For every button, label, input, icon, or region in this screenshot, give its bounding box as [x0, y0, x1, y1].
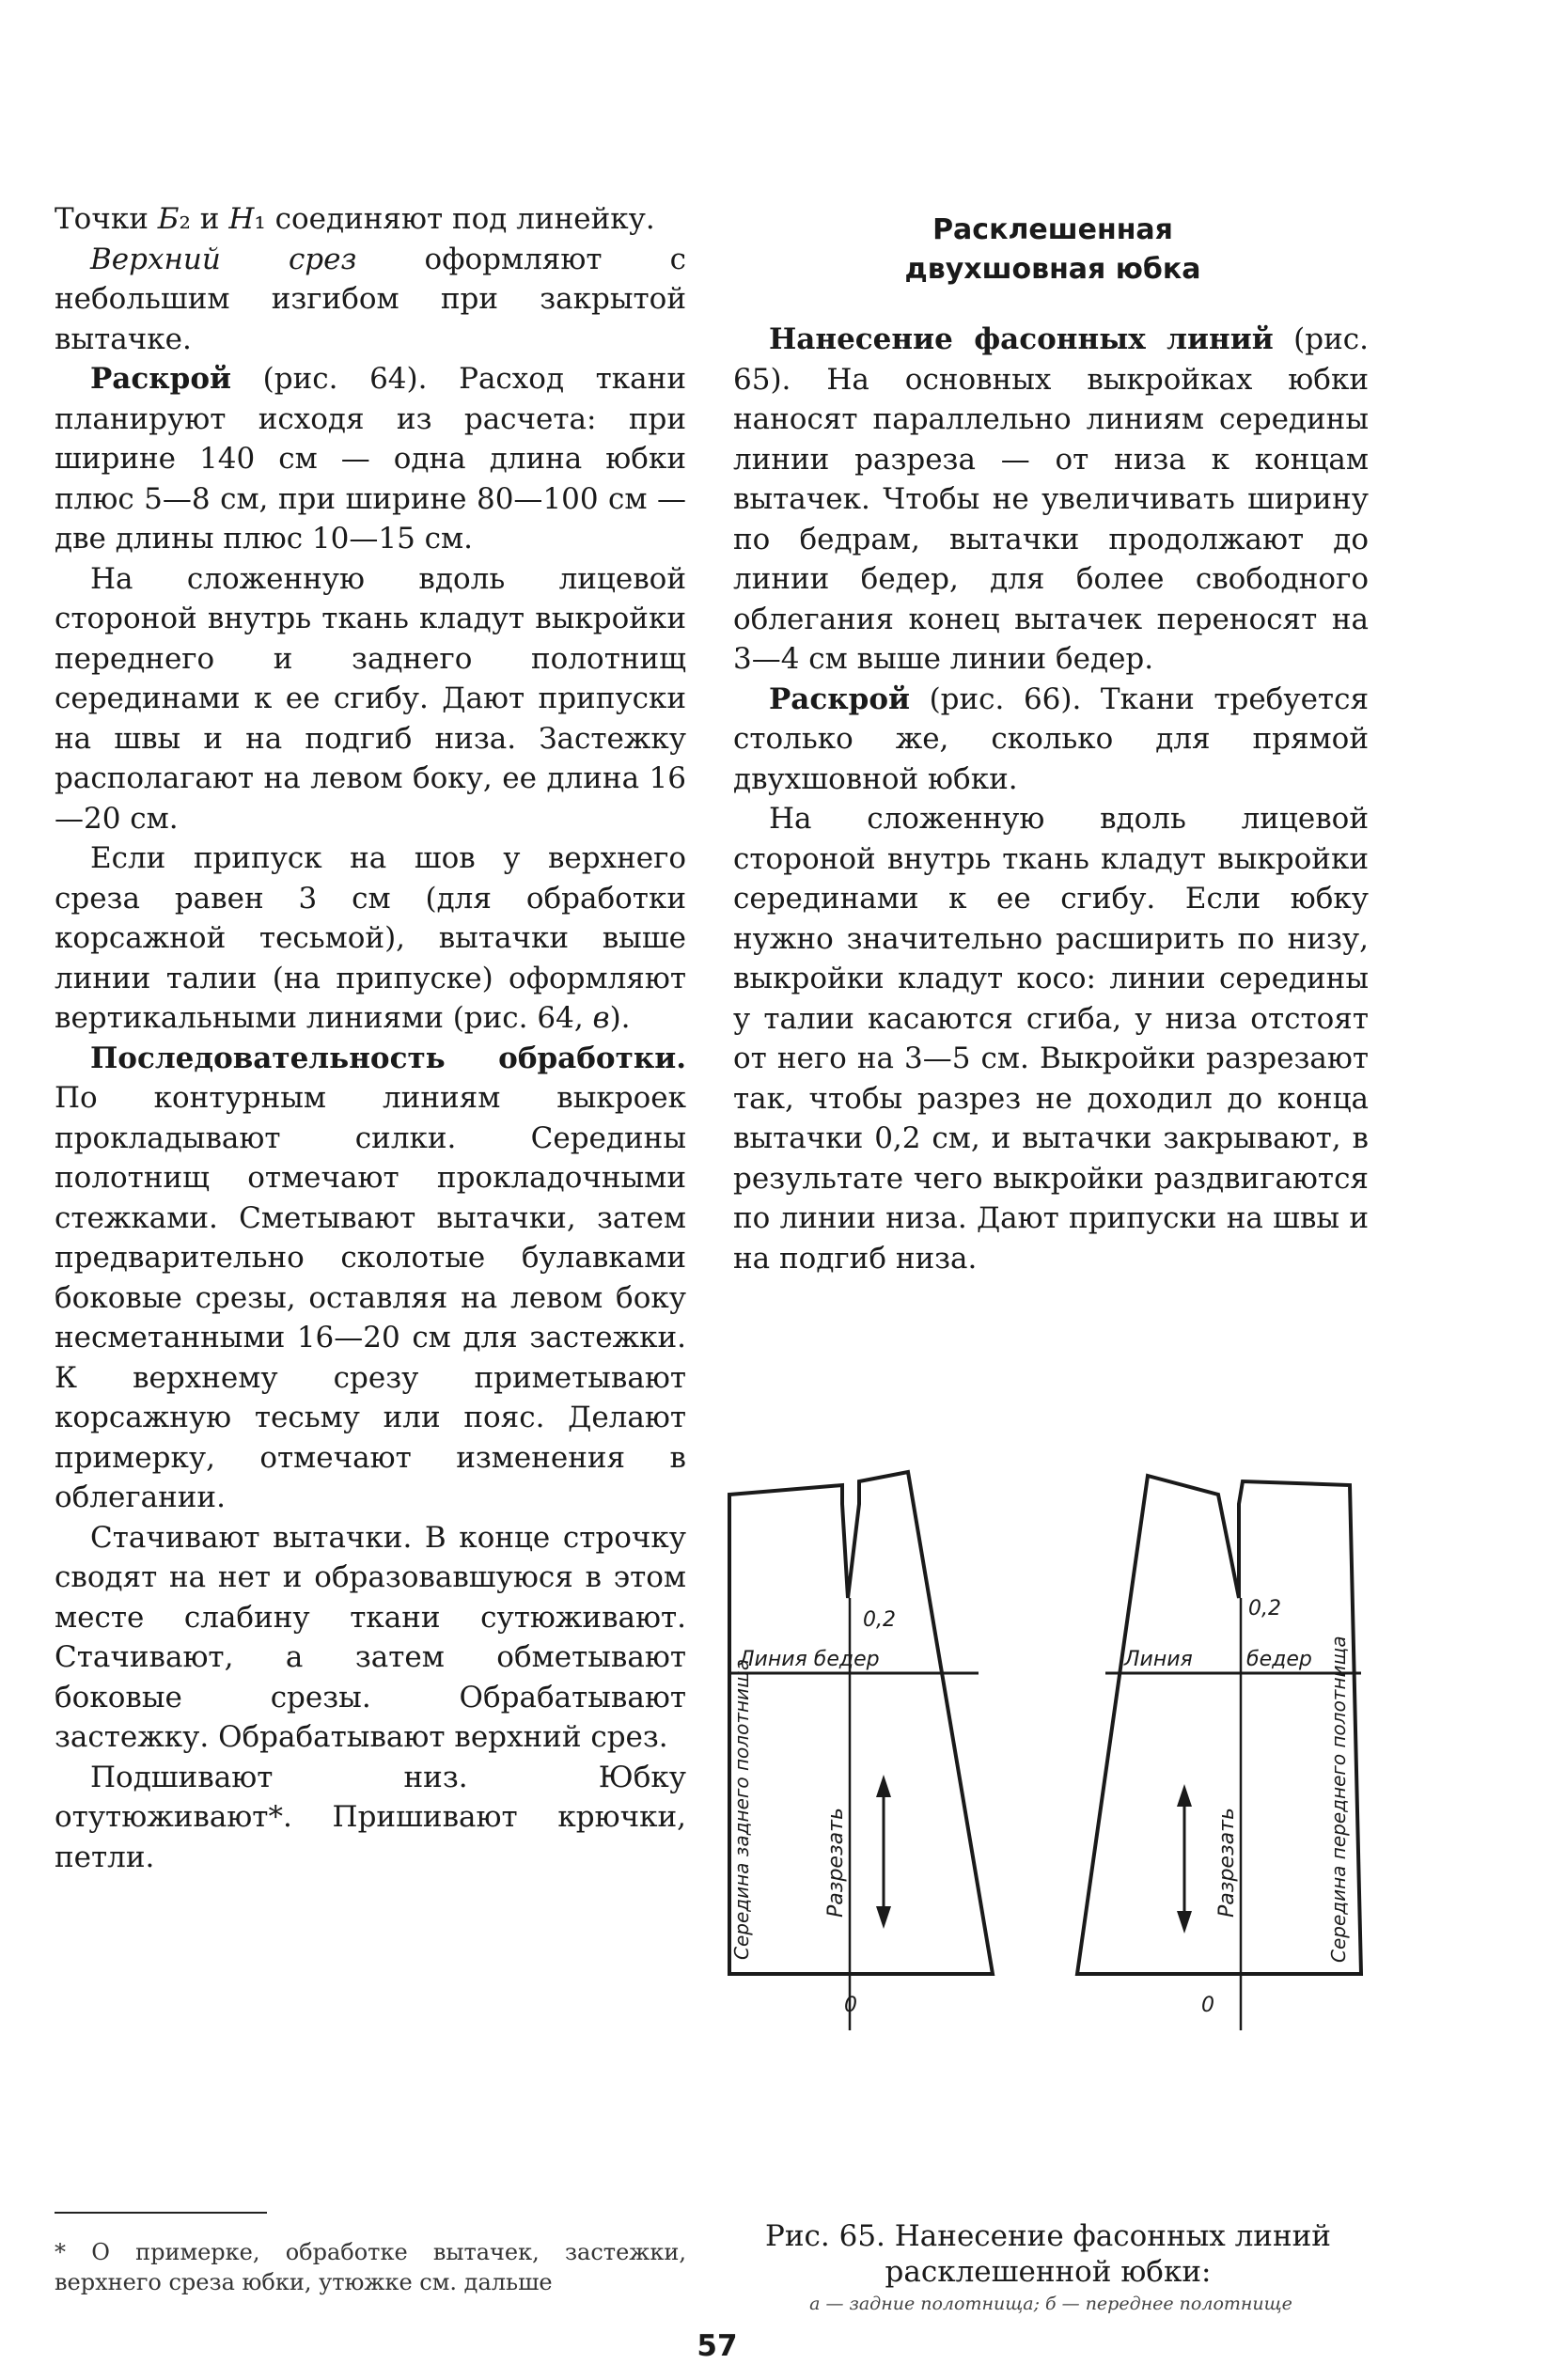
italic-run: Б	[157, 202, 180, 236]
bold-run-heading: Раскрой	[90, 362, 232, 396]
figure-caption-line-2: расклешенной юбки:	[885, 2255, 1212, 2289]
paragraph	[55, 559, 686, 839]
paragraph	[733, 320, 1369, 680]
paragraph	[55, 199, 686, 240]
section-heading	[799, 211, 1307, 290]
back-center-label: Середина заднего полотнища	[730, 1658, 753, 1960]
back-grain-arrow-head-down	[876, 1906, 891, 1929]
left-text-column	[55, 199, 686, 1877]
figure-caption	[724, 2218, 1372, 2290]
front-hip-line-label-a: Линия	[1124, 1648, 1193, 1671]
italic-run: в	[592, 1001, 610, 1035]
section-heading-line-2: двухшовная юбка	[904, 253, 1201, 286]
paragraph	[55, 1039, 686, 1518]
front-grain-arrow-head-up	[1177, 1784, 1192, 1807]
text-run: Точки	[55, 202, 158, 236]
front-hip-line-label-b: бедер	[1246, 1648, 1312, 1671]
paragraph	[55, 240, 686, 360]
text-run: ₁ соединяют под линейку.	[254, 202, 655, 236]
text-run: (рис. 64). Расход ткани планируют исходя из расчета: при ширине 140 см — одна длина юбки плюс 5—8 см, при ширине 80—100 см — две длины плюс 10—15 см.	[55, 362, 686, 556]
paragraph	[55, 1758, 686, 1878]
figure-legend: а — задние полотнища; б — переднее полотнище	[809, 2294, 1292, 2314]
back-hip-line-label: Линия бедер	[739, 1648, 880, 1671]
skirt-pattern-figure	[711, 1448, 1387, 2181]
bold-run-heading: Раскрой	[769, 681, 911, 716]
text-run: Стачивают вытачки. В конце строчку сводят на нет и образовавшуюся в этом месте слабину ткани сутюживают. Стачивают, а затем обметывают боковые срезы. Обрабатывают застежку. Обрабатывают верхний срез.	[55, 1520, 686, 1754]
text-run: На сложенную вдоль лицевой стороной внутрь ткань кладут выкройки переднего и заднего полотнищ серединами к ее сгибу. Дают припуски на швы и на подгиб низа. Застежку располагают на левом боку, ее длина 16—20 см.	[55, 561, 686, 836]
italic-run: Верхний срез	[90, 242, 357, 276]
front-grain-arrow-head-down	[1177, 1911, 1192, 1934]
front-cut-label: Разрезать	[1215, 1808, 1239, 1918]
text-run: (рис. 66). Ткани требуется столько же, сколько для прямой двухшовной юбки.	[733, 681, 1369, 796]
text-run: По контурным линиям выкроек прокладывают силки. Середины полотнищ отмечают прокладочными стежками. Сметывают вытачки, затем предварительно сколотые булавками боковые срезы, оставляя на левом боку несметанными 16—20 см для застежки. К верхнему срезу приметывают корсажную тесьму или пояс. Делают примерку, отмечают изменения в облегании.	[55, 1081, 686, 1514]
back-dimension-label: 0,2	[863, 1608, 896, 1632]
bold-run-heading: Последовательность обработки.	[90, 1041, 686, 1075]
text-run: Подшивают низ. Юбку отутюживают*. Пришивают крючки, петли.	[55, 1760, 686, 1874]
text-run: (рис. 65). На основных выкройках юбки наносят параллельно линиям середины линии разреза — от низа к концам вытачек. Чтобы не увеличивать ширину по бедрам, вытачки продолжают до линии бедер, для более свободного облегания конец вытачек переносят на 3—4 см выше линии бедер.	[733, 322, 1370, 676]
paragraph	[733, 799, 1369, 1278]
bold-run-heading: Нанесение фасонных линий	[769, 322, 1274, 356]
paragraph	[55, 1518, 686, 1758]
back-cut-label: Разрезать	[824, 1808, 848, 1918]
front-bottom-label: 0	[1201, 1994, 1214, 2017]
front-center-label: Середина переднего полотнища	[1327, 1636, 1350, 1963]
figure-caption-line-1: Рис. 65. Нанесение фасонных линий	[765, 2219, 1331, 2253]
paragraph	[55, 359, 686, 559]
back-grain-arrow-head-up	[876, 1775, 891, 1797]
section-heading-line-1: Расклешенная	[932, 213, 1173, 246]
italic-run: Н	[228, 202, 255, 236]
text-run: На сложенную вдоль лицевой стороной внутрь ткань кладут выкройки серединами к ее сгибу. Если юбку нужно значительно расширить по низу, выкройки кладут косо: линии середины у талии касаются сгиба, у низа отстоят от него на 3—5 см. Выкройки разрезают так, чтобы разрез не доходил до конца вытачки 0,2 см, и вытачки закрывают, в результате чего выкройки раздвигаются по линии низа. Дают припуски на швы и на подгиб низа.	[733, 802, 1369, 1276]
right-text-column	[733, 320, 1369, 1278]
text-run: Если припуск на шов у верхнего среза равен 3 см (для обработки корсажной тесьмой), вытачки выше линии талии (на припуске) оформляют вертикальными линиями (рис. 64,	[55, 841, 686, 1035]
text-run: ₂ и	[179, 202, 229, 236]
page-number: 57	[697, 2329, 738, 2363]
footnote-divider	[55, 2212, 267, 2214]
text-run: оформляют с небольшим изгибом при закрытой вытачке.	[55, 242, 686, 356]
footnote: * О примерке, обработке вытачек, застежки, верхнего среза юбки, утюжке см. дальше	[55, 2239, 686, 2295]
paragraph	[55, 838, 686, 1039]
back-panel-pattern	[729, 1472, 993, 1974]
text-run: ).	[609, 1001, 631, 1035]
front-dimension-label: 0,2	[1248, 1597, 1281, 1621]
paragraph	[733, 680, 1369, 800]
back-bottom-label: 0	[844, 1994, 857, 2017]
back-panel-outline	[729, 1472, 993, 1974]
